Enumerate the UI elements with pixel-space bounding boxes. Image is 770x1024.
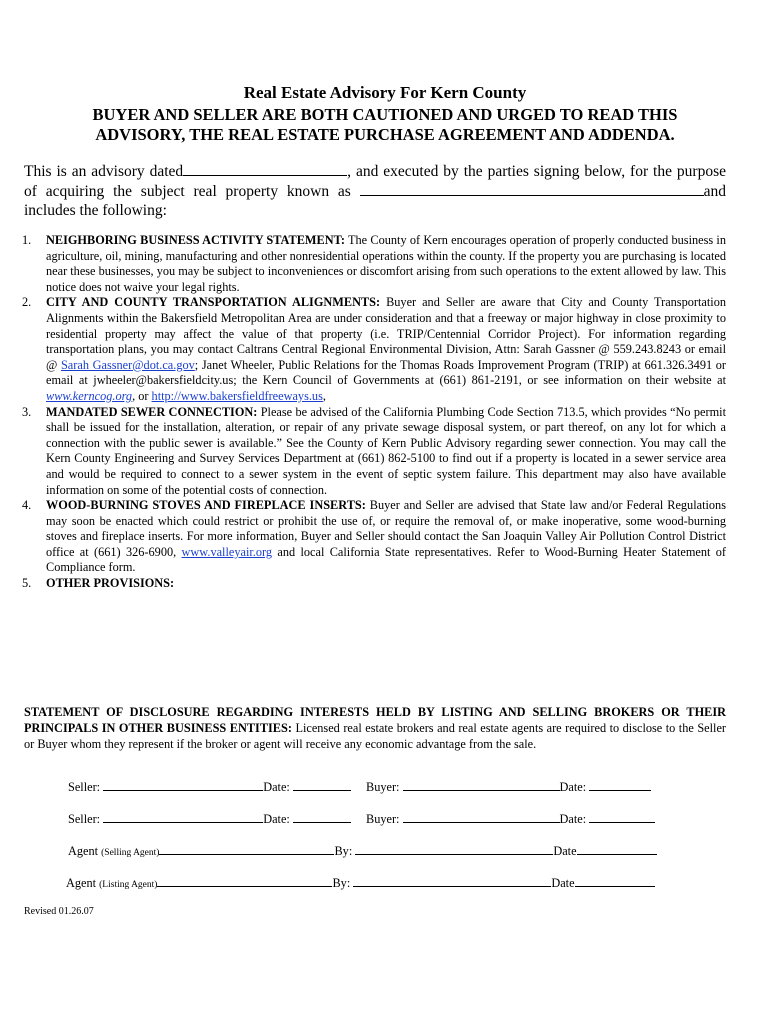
buyer-signature-field[interactable] <box>403 808 560 823</box>
date-label: Date: <box>559 812 587 826</box>
item-number: 2. <box>22 295 32 310</box>
seller-label: Seller: <box>68 812 101 826</box>
disclosure-heading: STATEMENT OF DISCLOSURE REGARDING INTERESTS HELD BY LISTING AND SELLING BROKERS OR THEIR PRINCIPALS IN OTHER BUSINESS ENTITIES: <box>24 705 726 735</box>
disclosure-text: Licensed real estate brokers and real estate agents are required to disclose to the Seller or Buyer whom they represent if the broker or agent will receive any economic advantage from the sale. <box>24 721 726 751</box>
listing-agent-field[interactable] <box>157 872 332 887</box>
seller-signature-field[interactable] <box>103 808 263 823</box>
item-text: Buyer and Seller are aware that City and County Transportation Alignments within the Bakersfield Metropolitan Area are under consideration and that a freeway or major highway in close proximity to residential property may affect the value of that property (i.e. TRIP/Centennial Corridor Project). For information regarding transportation plans, you may contact Caltrans Central Regional Environmental Division, Attn: Sarah Gassner @ 559.243.8243 or email @ <box>46 295 726 372</box>
item-text: and local California State representatives. Refer to Wood-Burning Heater Statement of Compliance form. <box>46 544 726 575</box>
selling-agent-date-field[interactable] <box>577 840 657 855</box>
item-heading: OTHER PROVISIONS: <box>46 576 175 591</box>
selling-agent-field[interactable] <box>159 840 334 855</box>
signature-row-1 <box>68 776 351 795</box>
seller-label: Seller: <box>68 780 101 794</box>
by-label: By: <box>334 844 353 858</box>
valleyair-link[interactable]: www.valleyair.org <box>181 544 273 559</box>
item-heading: CITY AND COUNTY TRANSPORTATION ALIGNMENTS: <box>46 295 381 310</box>
date-label: Date: <box>263 812 290 826</box>
item-text: The County of Kern encourages operation of properly conducted business in agriculture, oil, mining, manufacturing and other nonresidential operations within the county. If the property you are purchasing is located near these businesses, you may be subject to inconveniences or discomfort arising from such operations to the extent allowed by law. This notice does not waive your legal rights. <box>46 233 726 294</box>
item-heading: WOOD-BURNING STOVES AND FIREPLACE INSERTS: <box>46 498 366 513</box>
seller-signature-field[interactable] <box>103 776 263 791</box>
document-title: Real Estate Advisory For Kern County <box>243 83 527 102</box>
advisory-list <box>22 233 726 592</box>
date-label: Date <box>553 844 577 858</box>
item-heading: NEIGHBORING BUSINESS ACTIVITY STATEMENT: <box>46 233 345 247</box>
date-label: Date: <box>559 780 587 794</box>
disclosure-statement <box>24 704 726 752</box>
caltrans-email-link[interactable]: Sarah Gassner@dot.ca.gov <box>60 357 195 372</box>
buyer-label: Buyer: <box>366 812 400 826</box>
intro-text-3: and includes the following: <box>24 183 726 219</box>
buyer-label: Buyer: <box>366 780 400 794</box>
list-item <box>22 405 726 499</box>
item-text: Please be advised of the California Plumbing Code Section 713.5, which provides “No permit shall be issued for the installation, alteration, or repair of any private sewage disposal system, or part thereof, on any lot for which a connection with the public sewer is available.” See the County of Kern Public Advisory regarding sewer connection. You may call the Kern County Engineering and Survey Services Department at (661) 862-5100 to find out if a property is located in a sewer service area and would be required to connect to a sewer system in the event of septic system failure. This department may also have available information on some of the potential costs of connection. <box>46 404 726 497</box>
list-item <box>22 233 726 295</box>
date-label: Date: <box>263 780 290 794</box>
item-number: 4. <box>22 498 32 513</box>
item-text: ; Janet Wheeler, Public Relations for the Thomas Roads Improvement Program (TRIP) at 661.326.3491 or email at jwheeler@bakersfieldcity.us; the Kern Council of Governments at (661) 861-2191, or see information on their website at <box>46 357 727 388</box>
date-label: Date <box>551 876 575 890</box>
by-label: By: <box>332 876 351 890</box>
intro-text-1: This is an advisory dated <box>24 163 184 180</box>
listing-agent-date-field[interactable] <box>575 872 655 887</box>
bakersfield-freeways-link[interactable]: http://www.bakersfieldfreeways.us <box>151 388 323 403</box>
item-number: 3. <box>22 404 32 419</box>
caution-line-1: BUYER AND SELLER ARE BOTH CAUTIONED AND URGED TO READ THIS <box>92 105 678 124</box>
intro-paragraph <box>24 161 726 220</box>
listing-agent-row <box>66 872 655 891</box>
caution-heading <box>0 105 770 145</box>
item-number: 5. <box>22 576 32 591</box>
listing-agent-by-field[interactable] <box>353 872 551 887</box>
selling-agent-row <box>68 840 657 859</box>
selling-agent-label: (Selling Agent) <box>101 848 160 858</box>
agent-label: Agent <box>68 844 99 858</box>
list-item <box>22 295 726 404</box>
caution-line-2: ADVISORY, THE REAL ESTATE PURCHASE AGREEMENT AND ADDENDA. <box>95 125 675 144</box>
item-text: Buyer and Seller are advised that State law and/or Federal Regulations may soon be enacted which could restrict or prohibit the use of, or require the removal of, or make inoperative, some wood-burning stoves and fireplace inserts. For more information, Buyer and Seller should contact the San Joaquin Valley Air Pollution Control District office at (661) 326-6900, <box>46 498 726 559</box>
item-text: , or <box>132 388 152 403</box>
buyer-signature-field[interactable] <box>403 776 560 791</box>
advisory-date-field[interactable] <box>183 161 347 176</box>
signature-row-1-buyer <box>366 776 651 795</box>
signature-row-2 <box>68 808 351 827</box>
selling-agent-by-field[interactable] <box>355 840 553 855</box>
agent-label: Agent <box>66 876 97 890</box>
item-number: 1. <box>22 233 32 247</box>
item-heading: MANDATED SEWER CONNECTION: <box>46 404 258 419</box>
list-item <box>22 498 726 576</box>
property-address-field[interactable] <box>360 181 704 196</box>
buyer-date-field[interactable] <box>589 776 651 791</box>
signature-row-2-buyer <box>366 808 655 827</box>
buyer-date-field[interactable] <box>589 808 655 823</box>
seller-date-field[interactable] <box>293 808 351 823</box>
intro-text-2: , and executed by the parties signing below, for the purpose of acquiring the subject real property known as <box>24 163 726 200</box>
kerncog-link[interactable]: www.kerncog.org <box>46 388 133 403</box>
list-item <box>22 576 726 592</box>
seller-date-field[interactable] <box>293 776 351 791</box>
item-text: , <box>322 388 326 403</box>
listing-agent-label: (Listing Agent) <box>99 880 158 890</box>
revision-note: Revised 01.26.07 <box>24 906 94 917</box>
